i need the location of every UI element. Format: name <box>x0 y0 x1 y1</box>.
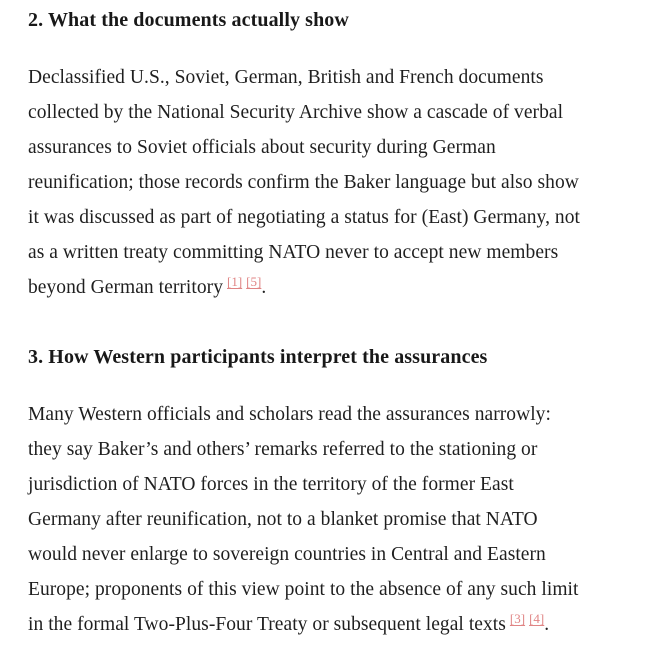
paragraph-line: Germany after reunification, not to a blanket promise that NATO <box>28 509 538 530</box>
paragraph-line: jurisdiction of NATO forces in the territory of the former East <box>28 474 514 495</box>
paragraph-line: they say Baker’s and others’ remarks referred to the stationing or <box>28 439 538 460</box>
paragraph-last-line <box>28 270 638 306</box>
paragraph-line-text: beyond German territory <box>28 277 223 298</box>
sentence-period: . <box>544 614 550 635</box>
paragraph-line: Declassified U.S., Soviet, German, British and French documents <box>28 67 544 88</box>
paragraph-line: collected by the National Security Archive show a cascade of verbal <box>28 102 564 123</box>
citation-link-5[interactable]: [5] <box>246 274 262 289</box>
section-heading-documents: 2. What the documents actually show <box>28 9 349 31</box>
paragraph-interpretation <box>28 397 638 643</box>
section-heading-interpretation: 3. How Western participants interpret the assurances <box>28 346 488 368</box>
paragraph-line: it was discussed as part of negotiating a status for (East) Germany, not <box>28 207 580 228</box>
paragraph-documents <box>28 60 638 306</box>
paragraph-line-text: in the formal Two-Plus-Four Treaty or subsequent legal texts <box>28 614 506 635</box>
citation-link-3[interactable]: [3] <box>509 611 526 626</box>
paragraph-line: as a written treaty committing NATO never to accept new members <box>28 242 559 263</box>
citation-link-1[interactable]: [1] <box>227 274 243 289</box>
paragraph-line: assurances to Soviet officials about security during German <box>28 137 496 158</box>
sentence-period: . <box>261 277 267 298</box>
paragraph-line: Many Western officials and scholars read the assurances narrowly: <box>28 404 551 425</box>
citation-link-4[interactable]: [4] <box>529 611 545 626</box>
paragraph-line: Europe; proponents of this view point to the absence of any such limit <box>28 579 579 600</box>
paragraph-line: reunification; those records confirm the Baker language but also show <box>28 172 579 193</box>
paragraph-last-line <box>28 607 638 643</box>
paragraph-line: would never enlarge to sovereign countries in Central and Eastern <box>28 544 546 565</box>
